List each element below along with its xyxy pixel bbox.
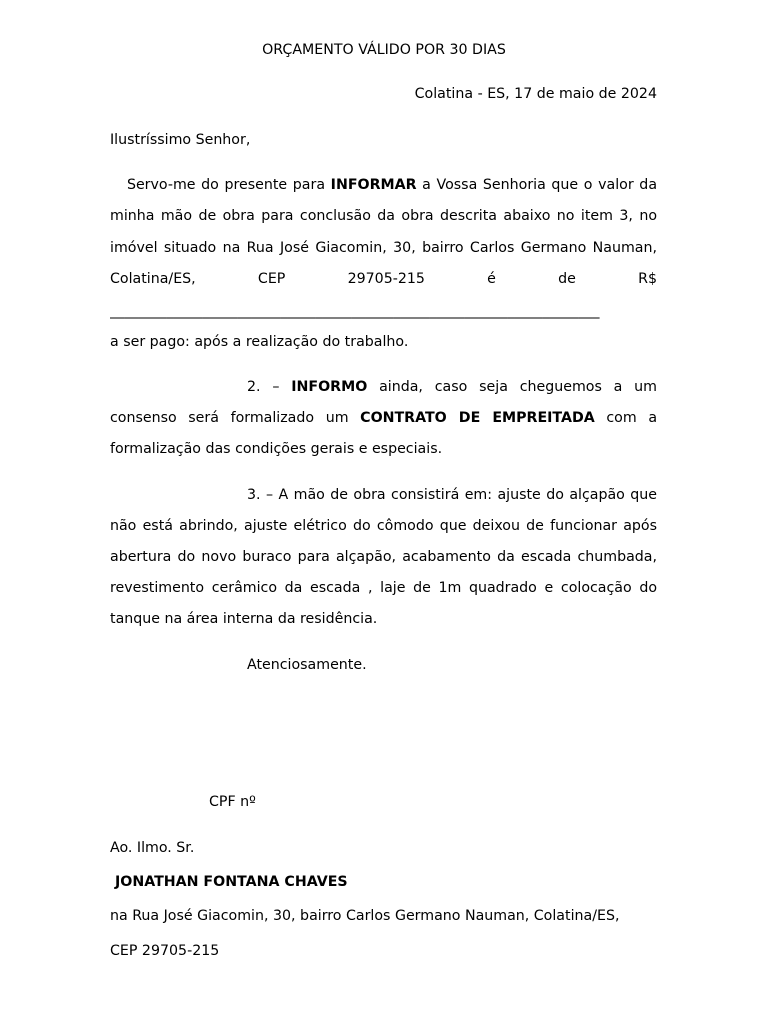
para1-line1: Servo-me do presente para INFORMAR a Vossa Senhoria que o valor da — [126, 177, 658, 193]
para3-line3: abertura do novo buraco para alçapão, acabamento da escada chumbada, — [110, 549, 657, 565]
para2-line2: consenso será formalizado um CONTRATO DE EMPREITADA com a — [110, 410, 658, 426]
para2-line1: 2. – INFORMO ainda, caso seja cheguemos a um — [247, 379, 657, 395]
closing: Atenciosamente. — [247, 657, 367, 673]
para3-line2: não está abrindo, ajuste elétrico do cômodo que deixou de funcionar após — [110, 518, 657, 534]
informo-bold: INFORMO — [291, 379, 368, 395]
para1-line2: minha mão de obra para conclusão da obra descrita abaixo no item 3, no — [110, 208, 657, 224]
greeting: Ilustríssimo Senhor, — [110, 132, 251, 148]
para2-line3: formalização das condições gerais e especiais. — [110, 441, 443, 457]
recipient-salutation: Ao. Ilmo. Sr. — [110, 840, 195, 856]
para1-line3: imóvel situado na Rua José Giacomin, 30, bairro Carlos Germano Nauman, — [110, 240, 657, 256]
recipient-name: JONATHAN FONTANA CHAVES — [115, 874, 348, 890]
para3-line1: 3. – A mão de obra consistirá em: ajuste do alçapão que — [247, 487, 657, 503]
contrato-bold: CONTRATO DE EMPREITADA — [360, 410, 595, 426]
payment-terms: a ser pago: após a realização do trabalho. — [110, 334, 409, 350]
para3-line4: revestimento cerâmico da escada , laje de 1m quadrado e colocação do — [110, 580, 657, 596]
cpf-label: CPF nº — [209, 794, 256, 810]
validity-heading: ORÇAMENTO VÁLIDO POR 30 DIAS — [262, 42, 506, 58]
para3-line5: tanque na área interna da residência. — [110, 611, 378, 627]
recipient-address: na Rua José Giacomin, 30, bairro Carlos Germano Nauman, Colatina/ES, — [110, 908, 620, 924]
amount-blank-line: _____________________________________________________________________ — [110, 303, 600, 319]
para1-line4: Colatina/ES, CEP 29705-215 é de R$ — [110, 271, 657, 287]
recipient-cep: CEP 29705-215 — [110, 943, 220, 959]
place-date: Colatina - ES, 17 de maio de 2024 — [414, 86, 657, 102]
informar-bold: INFORMAR — [330, 177, 417, 193]
